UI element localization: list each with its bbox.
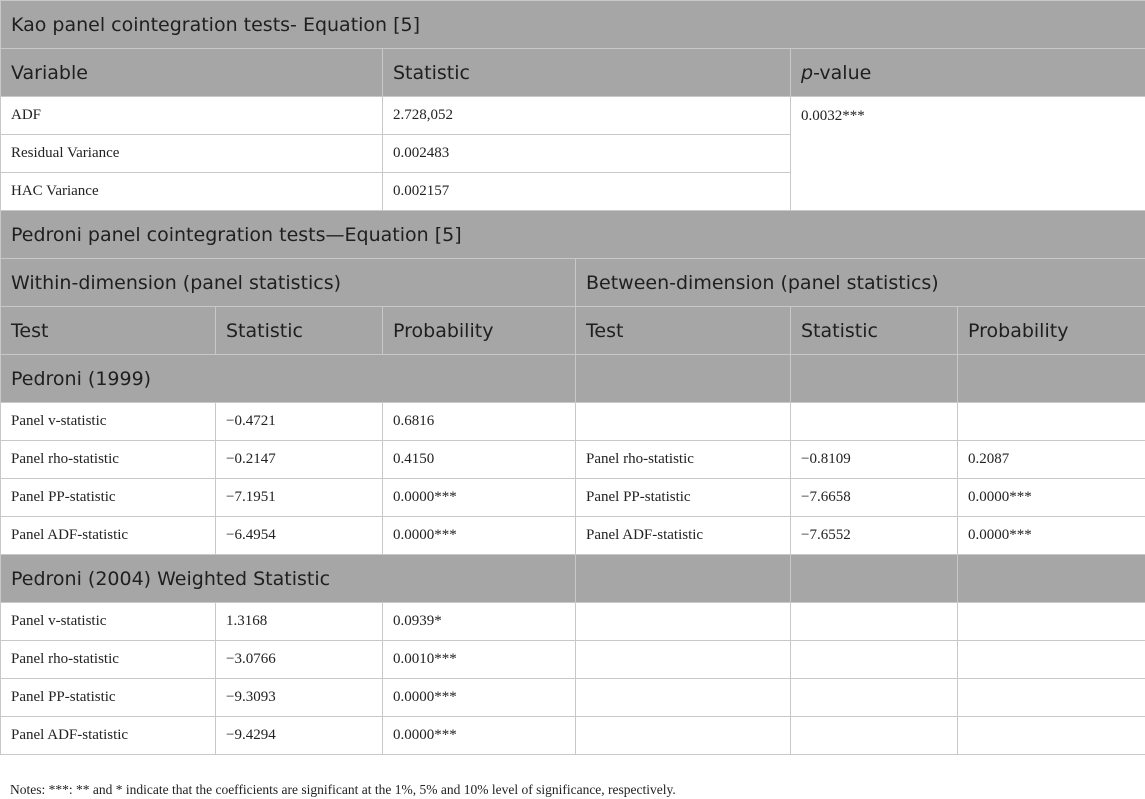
kao-statistic-cell: 2.728,052	[383, 97, 791, 135]
within-test-cell: Panel v-statistic	[1, 403, 216, 441]
between-test-cell	[576, 603, 791, 641]
between-probability-cell	[958, 403, 1145, 441]
pedroni-title: Pedroni panel cointegration tests—Equation [5]	[1, 211, 1145, 259]
between-statistic-cell	[791, 403, 958, 441]
within-test-cell: Panel PP-statistic	[1, 479, 216, 517]
empty-header-cell	[791, 355, 958, 403]
empty-header-cell	[576, 355, 791, 403]
within-probability-cell: 0.4150	[383, 441, 576, 479]
between-test-cell	[576, 403, 791, 441]
between-statistic-cell	[791, 679, 958, 717]
within-statistic-cell: −6.4954	[216, 517, 383, 555]
within-probability-cell: 0.0010***	[383, 641, 576, 679]
table-row	[1, 97, 1145, 135]
within-probability-cell: 0.0000***	[383, 479, 576, 517]
between-statistic-cell: −7.6552	[791, 517, 958, 555]
between-test-cell: Panel PP-statistic	[576, 479, 791, 517]
kao-variable-cell: HAC Variance	[1, 173, 383, 211]
between-probability-cell: 0.0000***	[958, 479, 1145, 517]
within-probability-cell: 0.0000***	[383, 679, 576, 717]
between-probability-cell	[958, 679, 1145, 717]
table-row	[1, 641, 1145, 679]
between-probability-cell	[958, 717, 1145, 755]
between-test-cell	[576, 679, 791, 717]
table-row	[1, 441, 1145, 479]
within-statistic-cell: 1.3168	[216, 603, 383, 641]
within-probability-cell: 0.0000***	[383, 517, 576, 555]
kao-title: Kao panel cointegration tests- Equation [5]	[1, 1, 1145, 49]
kao-pvalue-cell: 0.0032***	[791, 97, 1145, 211]
table-notes: Notes: ***: ** and * indicate that the coefficients are significant at the 1%, 5% and 10% level of significance, respectively.	[10, 782, 676, 797]
within-test-cell: Panel PP-statistic	[1, 679, 216, 717]
section-2004-row	[1, 555, 1145, 603]
between-test-cell	[576, 641, 791, 679]
kao-variable-cell: Residual Variance	[1, 135, 383, 173]
between-probability-cell: 0.0000***	[958, 517, 1145, 555]
section-1999-row	[1, 355, 1145, 403]
between-test-cell: Panel rho-statistic	[576, 441, 791, 479]
within-probability-cell: 0.0000***	[383, 717, 576, 755]
within-statistic-cell: −9.4294	[216, 717, 383, 755]
header-probability-within: Probability	[383, 307, 576, 355]
within-statistic-cell: −0.4721	[216, 403, 383, 441]
empty-header-cell	[958, 555, 1145, 603]
empty-header-cell	[791, 555, 958, 603]
between-statistic-cell: −0.8109	[791, 441, 958, 479]
between-dimension-title: Between-dimension (panel statistics)	[576, 259, 1145, 307]
kao-variable-cell: ADF	[1, 97, 383, 135]
within-test-cell: Panel rho-statistic	[1, 441, 216, 479]
within-test-cell: Panel ADF-statistic	[1, 717, 216, 755]
within-statistic-cell: −3.0766	[216, 641, 383, 679]
header-test-between: Test	[576, 307, 791, 355]
within-statistic-cell: −0.2147	[216, 441, 383, 479]
kao-header-variable: Variable	[1, 49, 383, 97]
within-test-cell: Panel rho-statistic	[1, 641, 216, 679]
between-statistic-cell	[791, 641, 958, 679]
within-statistic-cell: −9.3093	[216, 679, 383, 717]
between-probability-cell	[958, 641, 1145, 679]
between-test-cell	[576, 717, 791, 755]
empty-header-cell	[958, 355, 1145, 403]
table-row	[1, 603, 1145, 641]
between-probability-cell: 0.2087	[958, 441, 1145, 479]
section-2004-title: Pedroni (2004) Weighted Statistic	[1, 555, 576, 603]
between-statistic-cell	[791, 717, 958, 755]
between-probability-cell	[958, 603, 1145, 641]
table-row	[1, 517, 1145, 555]
within-dimension-title: Within-dimension (panel statistics)	[1, 259, 576, 307]
pedroni-dimension-row	[1, 259, 1145, 307]
within-test-cell: Panel v-statistic	[1, 603, 216, 641]
header-statistic-between: Statistic	[791, 307, 958, 355]
within-test-cell: Panel ADF-statistic	[1, 517, 216, 555]
pedroni-column-header-row	[1, 307, 1145, 355]
pedroni-title-row	[1, 211, 1145, 259]
pvalue-italic-p: p	[801, 61, 814, 84]
table-row	[1, 679, 1145, 717]
table-row	[1, 403, 1145, 441]
kao-header-statistic: Statistic	[383, 49, 791, 97]
kao-statistic-cell: 0.002157	[383, 173, 791, 211]
between-test-cell: Panel ADF-statistic	[576, 517, 791, 555]
table-row	[1, 479, 1145, 517]
between-statistic-cell	[791, 603, 958, 641]
section-1999-title: Pedroni (1999)	[1, 355, 576, 403]
table-row	[1, 717, 1145, 755]
within-probability-cell: 0.0939*	[383, 603, 576, 641]
pvalue-suffix: -value	[813, 61, 872, 84]
header-statistic-within: Statistic	[216, 307, 383, 355]
empty-header-cell	[576, 555, 791, 603]
kao-statistic-cell: 0.002483	[383, 135, 791, 173]
within-statistic-cell: −7.1951	[216, 479, 383, 517]
between-statistic-cell: −7.6658	[791, 479, 958, 517]
kao-header-row	[1, 49, 1145, 97]
kao-title-row	[1, 1, 1145, 49]
header-test-within: Test	[1, 307, 216, 355]
kao-header-pvalue	[791, 49, 1145, 97]
within-probability-cell: 0.6816	[383, 403, 576, 441]
header-probability-between: Probability	[958, 307, 1145, 355]
